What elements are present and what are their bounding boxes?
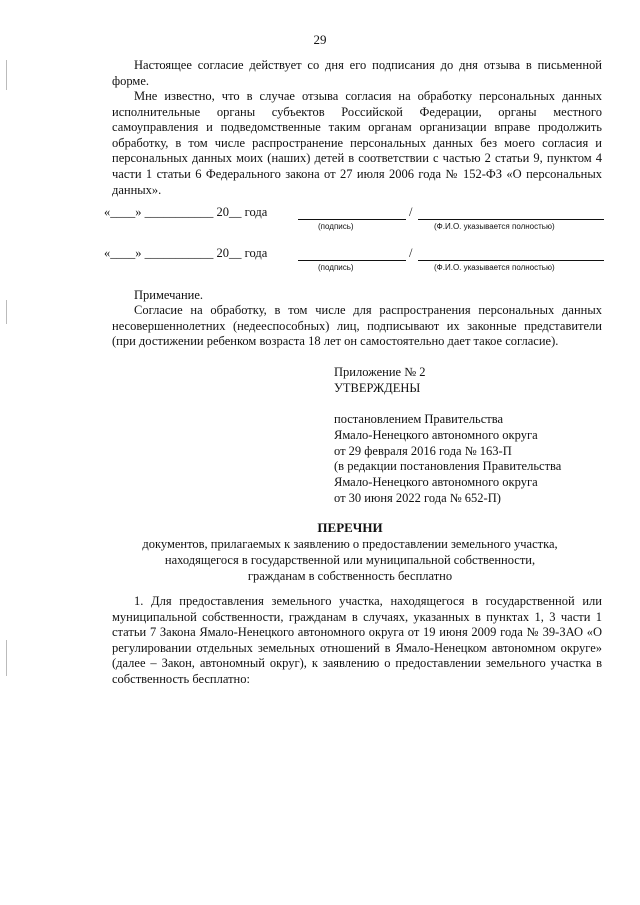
appendix-basis-line: Ямало-Ненецкого автономного округа [334, 475, 538, 490]
list-item-1: 1. Для предоставления земельного участка, находящегося в государственной или муниципальной собственности, гражданам в случаях, указанных в пунктах 1, 3 части 1 статьи 7 Закона Ямало-Ненецкого автономного округа от 19 июня 2009 года № 39-ЗАО «О регулировании отдельных земельных отношений в Ямало-Ненецком автономном округе» (далее – Закон, автономный округ), к заявлению о предоставлении земельного участка в собственность бесплатно: [112, 594, 602, 686]
full-name-line [418, 205, 604, 220]
signature-row [104, 205, 604, 235]
scan-margin-mark [6, 60, 7, 90]
appendix-basis [334, 412, 561, 507]
date-blank: «____» ___________ 20__ года [104, 205, 268, 219]
full-name-caption: (Ф.И.О. указывается полностью) [434, 263, 555, 272]
document-subtitle [100, 536, 600, 584]
appendix-basis-line: (в редакции постановления Правительства [334, 459, 562, 474]
signature-caption: (подпись) [318, 222, 354, 231]
signature-line [298, 246, 406, 261]
date-blank: «____» ___________ 20__ года [104, 246, 268, 260]
full-name-line [418, 246, 604, 261]
page-number: 29 [313, 32, 327, 47]
signature-row [104, 246, 604, 276]
scan-margin-mark [6, 300, 7, 324]
slash-separator: / [409, 205, 413, 219]
document-title: ПЕРЕЧНИ [317, 520, 383, 535]
appendix-basis-line: от 29 февраля 2016 года № 163-П [334, 443, 512, 458]
subtitle-line: гражданам в собственность бесплатно [247, 569, 453, 583]
signature-line [298, 205, 406, 220]
paragraph-validity: Настоящее согласие действует со дня его подписания до дня отзыва в письменной форме. [112, 58, 602, 88]
note-heading: Примечание. [134, 288, 204, 302]
paragraph-withdrawal: Мне известно, что в случае отзыва согласия на обработку персональных данных исполнительные органы субъектов Российской Федерации, органы местного самоуправления и подведомственные таким органам организации вправе продолжить обработку, в том числе распространение персональных данных без моего согласия и персональных данных моих (наших) детей в соответствии с частью 2 статьи 9, пунктом 4 части 1 статьи 6 Федерального закона от 27 июля 2006 года № 152-ФЗ «О персональных данных». [112, 89, 602, 197]
appendix-number: Приложение № 2 [334, 365, 426, 379]
signature-caption: (подпись) [318, 263, 354, 272]
subtitle-line: документов, прилагаемых к заявлению о предоставлении земельного участка, [142, 537, 558, 551]
appendix-basis-line: Ямало-Ненецкого автономного округа [334, 427, 538, 442]
appendix-basis-line: постановлением Правительства [334, 412, 504, 426]
scan-margin-mark [6, 640, 7, 676]
note-text: Согласие на обработку, в том числе для распространения персональных данных несовершеннолетних (недееспособных) лиц, подписывают их законные представители (при достижении ребенком возраста 18 лет он самостоятельно дает такое согласие). [112, 303, 602, 349]
subtitle-line: находящегося в государственной или муниципальной собственности, [164, 553, 536, 567]
slash-separator: / [409, 246, 413, 260]
full-name-caption: (Ф.И.О. указывается полностью) [434, 222, 555, 231]
appendix-basis-line: от 30 июня 2022 года № 652-П) [334, 490, 501, 505]
approved-heading: УТВЕРЖДЕНЫ [334, 381, 421, 395]
